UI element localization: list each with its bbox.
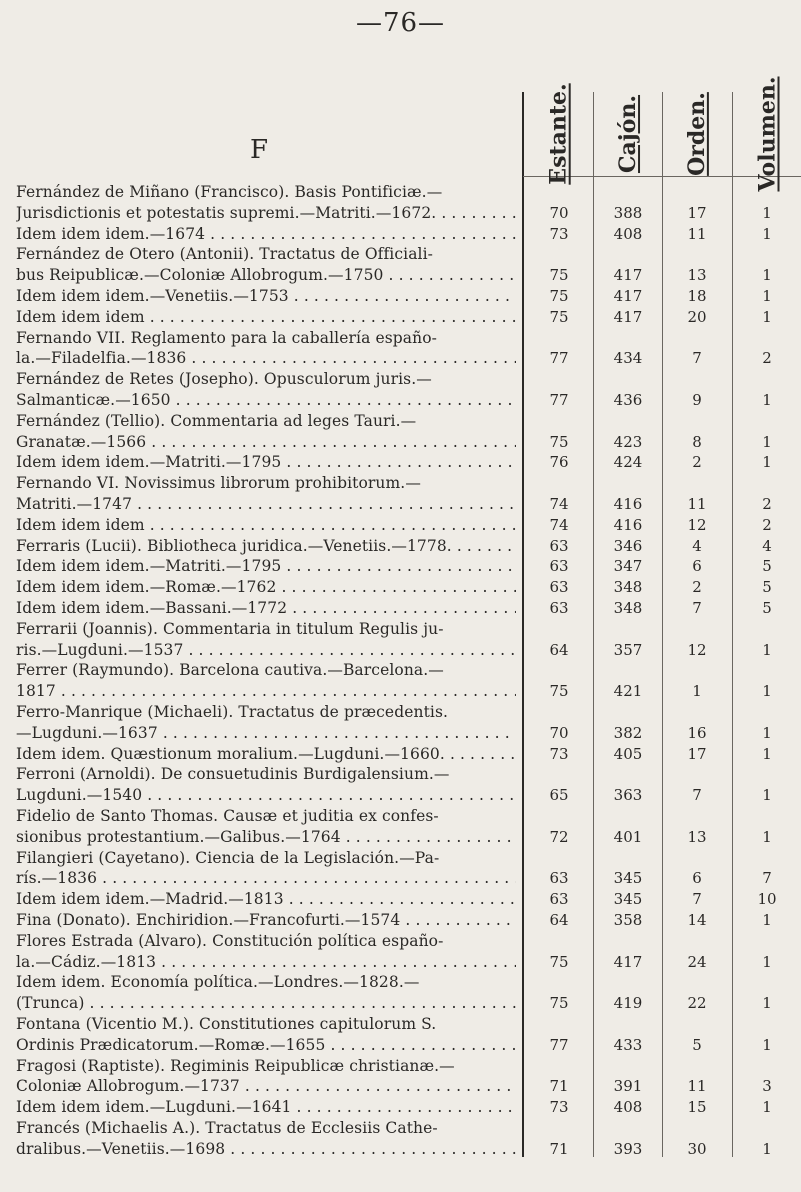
orden-value: 7 — [692, 349, 702, 368]
entry-line: sionibus protestantium.—Galibus.—1764 . . . — [16, 827, 516, 848]
list-item — [0, 660, 801, 702]
column-header-volumen: Volumen. — [754, 76, 781, 192]
list-item — [0, 598, 801, 619]
entry-text — [16, 764, 516, 806]
volumen-value: 1 — [762, 1035, 772, 1054]
orden-value: 13 — [687, 266, 707, 285]
orden-value: 15 — [687, 1098, 707, 1117]
entry-line: Filangieri (Cayetano). Ciencia de la Legislación.—Pa- — [16, 848, 440, 867]
volumen-value: 1 — [762, 203, 772, 222]
volumen-value: 1 — [762, 952, 772, 971]
estante-value: 73 — [549, 744, 569, 763]
volumen-value: 7 — [762, 869, 772, 888]
orden-value: 11 — [687, 494, 707, 513]
entry-line: —Lugduni.—1637 . . . — [16, 723, 516, 744]
column-header-orden: Orden. — [684, 92, 711, 176]
entry-line: Idem idem idem.—Bassani.—1772 . . . — [16, 598, 516, 619]
orden-value: 11 — [687, 1077, 707, 1096]
cajon-value: 388 — [613, 203, 643, 222]
cajon-value: 434 — [613, 349, 643, 368]
entry-text — [16, 1097, 516, 1118]
list-item — [0, 224, 801, 245]
list-item — [0, 910, 801, 931]
entry-line: Lugduni.—1540 . . . — [16, 785, 516, 806]
entry-text — [16, 369, 516, 411]
list-item — [0, 515, 801, 536]
estante-value: 75 — [549, 682, 569, 701]
orden-value: 7 — [692, 599, 702, 617]
cajon-value: 348 — [613, 578, 643, 597]
orden-value: 12 — [687, 640, 707, 659]
orden-value: 6 — [692, 869, 702, 888]
entry-text — [16, 473, 516, 515]
entry-line: ris.—Lugduni.—1537 . . . — [16, 640, 516, 661]
entry-text — [16, 702, 516, 744]
entry-line: rís.—1836 . . . — [16, 868, 516, 889]
list-item — [0, 889, 801, 910]
entry-line: Idem idem idem.—Lugduni.—1641 . . . — [16, 1097, 516, 1118]
list-item — [0, 619, 801, 661]
cajon-value: 347 — [613, 557, 643, 576]
entry-line: Fina (Donato). Enchiridion.—Francofurti.—1574 . . . — [16, 910, 516, 931]
entry-text — [16, 806, 516, 848]
entry-text — [16, 556, 516, 577]
volumen-value: 5 — [762, 578, 772, 597]
entry-line: Idem idem idem.—Matriti.—1795 . . . — [16, 556, 516, 577]
orden-value: 14 — [687, 911, 707, 929]
estante-value: 75 — [549, 952, 569, 971]
list-item — [0, 411, 801, 453]
cajon-value: 345 — [613, 890, 643, 909]
cajon-value: 424 — [613, 453, 643, 472]
cajon-value: 436 — [613, 390, 643, 409]
estante-value: 65 — [549, 786, 569, 805]
estante-value: 75 — [549, 307, 569, 326]
entry-line: Jurisdictionis et potestatis supremi.—Matriti.—1672. . . . . — [16, 203, 516, 224]
cajon-value: 345 — [613, 869, 643, 888]
entry-line: Ferrarii (Joannis). Commentaria in titulum Regulis ju- — [16, 619, 444, 638]
volumen-value: 1 — [762, 994, 772, 1013]
estante-value: 73 — [549, 224, 569, 243]
orden-value: 13 — [687, 827, 707, 846]
entry-line: bus Reipublicæ.—Coloniæ Allobrogum.—1750 . . . — [16, 265, 516, 286]
volumen-value: 5 — [762, 557, 772, 576]
entry-line: Coloniæ Allobrogum.—1737 . . . — [16, 1076, 516, 1097]
cajon-value: 382 — [613, 723, 643, 742]
entry-text — [16, 577, 516, 598]
orden-value: 4 — [692, 536, 702, 555]
orden-value: 11 — [687, 224, 707, 243]
list-item — [0, 1014, 801, 1056]
estante-value: 71 — [549, 1077, 569, 1096]
list-item — [0, 577, 801, 598]
entry-line: Ferraris (Lucii). Bibliotheca juridica.—Venetiis.—1778. . . . — [16, 536, 516, 557]
entry-line: Idem idem idem.—Venetiis.—1753 . . . — [16, 286, 516, 307]
cajon-value: 417 — [613, 287, 643, 305]
cajon-value: 419 — [613, 994, 643, 1013]
cajon-value: 358 — [613, 911, 643, 929]
orden-value: 6 — [692, 557, 702, 576]
orden-value: 8 — [692, 432, 702, 451]
volumen-value: 4 — [762, 536, 772, 555]
entry-line: Idem idem idem.—Madrid.—1813 . . . — [16, 889, 516, 910]
orden-value: 12 — [687, 515, 707, 534]
volumen-value: 1 — [762, 682, 772, 701]
orden-value: 16 — [687, 723, 707, 742]
entry-text — [16, 307, 516, 328]
volumen-value: 1 — [762, 287, 772, 305]
cajon-value: 423 — [613, 432, 643, 451]
list-item — [0, 473, 801, 515]
entry-text — [16, 244, 516, 286]
entry-line: Flores Estrada (Alvaro). Constitución política españo- — [16, 931, 444, 950]
cajon-value: 408 — [613, 1098, 643, 1117]
cajon-value: 363 — [613, 786, 643, 805]
orden-value: 30 — [687, 1139, 707, 1158]
entry-line: Idem idem idem.—Romæ.—1762 . . . — [16, 577, 516, 598]
list-item — [0, 1118, 801, 1160]
estante-value: 74 — [549, 515, 569, 534]
entry-line: Fernández de Otero (Antonii). Tractatus de Officiali- — [16, 245, 433, 264]
volumen-value: 1 — [762, 911, 772, 929]
orden-value: 2 — [692, 578, 702, 597]
estante-value: 74 — [549, 494, 569, 513]
entry-line: la.—Cádiz.—1813 . . . — [16, 952, 516, 973]
orden-value: 2 — [692, 453, 702, 472]
entry-line: Salmanticæ.—1650 . . . — [16, 390, 516, 411]
entry-line: 1817 . . . — [16, 681, 516, 702]
estante-value: 70 — [549, 203, 569, 222]
entry-line: Idem idem. Quæstionum moralium.—Lugduni.—1660. . . . . — [16, 744, 516, 765]
estante-value: 76 — [549, 453, 569, 472]
list-item — [0, 931, 801, 973]
volumen-value: 1 — [762, 266, 772, 285]
volumen-value: 1 — [762, 1139, 772, 1158]
page-number: —76— — [355, 8, 446, 38]
orden-value: 5 — [692, 1035, 702, 1054]
list-item — [0, 744, 801, 765]
entry-text — [16, 515, 516, 536]
entry-text — [16, 598, 516, 619]
entry-text — [16, 452, 516, 473]
estante-value: 63 — [549, 599, 569, 617]
volumen-value: 1 — [762, 224, 772, 243]
entry-line: Idem idem idem . . . — [16, 307, 516, 328]
estante-value: 63 — [549, 869, 569, 888]
list-item — [0, 452, 801, 473]
orden-value: 7 — [692, 890, 702, 909]
entry-text — [16, 660, 516, 702]
entry-line: Fontana (Vicentio M.). Constitutiones capitulorum S. — [16, 1015, 437, 1033]
entry-text — [16, 411, 516, 453]
volumen-value: 2 — [762, 515, 772, 534]
volumen-value: 2 — [762, 349, 772, 368]
entry-line: Fernando VI. Novissimus librorum prohibitorum.— — [16, 474, 421, 493]
cajon-value: 417 — [613, 952, 643, 971]
estante-value: 73 — [549, 1098, 569, 1117]
list-item — [0, 307, 801, 328]
entry-line: Ferro-Manrique (Michaeli). Tractatus de præcedentis. — [16, 703, 449, 721]
volumen-value: 1 — [762, 1098, 772, 1117]
entry-text — [16, 1014, 516, 1056]
estante-value: 75 — [549, 432, 569, 451]
entry-text — [16, 848, 516, 890]
entry-text — [16, 328, 516, 370]
estante-value: 63 — [549, 536, 569, 555]
entry-line: Fernández (Tellio). Commentaria ad leges Tauri.— — [16, 411, 417, 430]
estante-value: 71 — [549, 1139, 569, 1158]
entry-line: Matriti.—1747 . . . — [16, 494, 516, 515]
volumen-value: 1 — [762, 640, 772, 659]
cajon-value: 421 — [613, 682, 643, 701]
list-item — [0, 806, 801, 848]
entry-line: Idem idem. Economía política.—Londres.—1828.— — [16, 973, 420, 992]
estante-value: 75 — [549, 287, 569, 305]
cajon-value: 401 — [613, 827, 643, 846]
estante-value: 63 — [549, 890, 569, 909]
column-header-cajon: Cajón. — [615, 94, 641, 174]
entry-line: dralibus.—Venetiis.—1698 . . . — [16, 1139, 516, 1160]
volumen-value: 2 — [762, 494, 772, 513]
orden-value: 24 — [687, 952, 707, 971]
entry-text — [16, 286, 516, 307]
entry-line: Fernández de Miñano (Francisco). Basis Pontificiæ.— — [16, 183, 443, 201]
entry-line: Francés (Michaelis A.). Tractatus de Ecclesiis Cathe- — [16, 1119, 438, 1137]
entry-line: (Trunca) . . . — [16, 993, 516, 1014]
entry-line: Fidelio de Santo Thomas. Causæ et juditia ex confes- — [16, 807, 439, 825]
volumen-value: 1 — [762, 432, 772, 451]
estante-value: 63 — [549, 578, 569, 597]
cajon-value: 348 — [613, 599, 643, 617]
orden-value: 17 — [687, 744, 707, 763]
volumen-value: 5 — [762, 599, 772, 617]
orden-value: 9 — [692, 390, 702, 409]
cajon-value: 393 — [613, 1139, 643, 1158]
cajon-value: 417 — [613, 307, 643, 326]
column-header-estante: Estante. — [546, 83, 573, 185]
entry-line: Fernández de Retes (Josepho). Opusculorum juris.— — [16, 370, 432, 389]
entry-line: Fragosi (Raptiste). Regiminis Reipublicæ christianæ.— — [16, 1056, 455, 1075]
list-item — [0, 848, 801, 890]
list-item — [0, 556, 801, 577]
estante-value: 64 — [549, 640, 569, 659]
estante-value: 63 — [549, 557, 569, 576]
entry-line: Ferrer (Raymundo). Barcelona cautiva.—Barcelona.— — [16, 661, 444, 680]
entry-line: la.—Filadelfia.—1836 . . . — [16, 348, 516, 369]
estante-value: 72 — [549, 827, 569, 846]
entry-text — [16, 182, 516, 224]
cajon-value: 357 — [613, 640, 643, 659]
list-item — [0, 182, 801, 224]
entry-text — [16, 889, 516, 910]
entry-text — [16, 931, 516, 973]
cajon-value: 408 — [613, 224, 643, 243]
orden-value: 7 — [692, 786, 702, 805]
estante-value: 75 — [549, 266, 569, 285]
list-item — [0, 972, 801, 1014]
cajon-value: 346 — [613, 536, 643, 555]
list-item — [0, 1056, 801, 1098]
cajon-value: 416 — [613, 515, 643, 534]
entry-line: Ferroni (Arnoldi). De consuetudinis Burdigalensium.— — [16, 765, 450, 784]
volumen-value: 1 — [762, 453, 772, 472]
volumen-value: 3 — [762, 1077, 772, 1096]
orden-value: 17 — [687, 203, 707, 222]
section-letter: F — [250, 135, 269, 165]
orden-value: 22 — [687, 994, 707, 1013]
entry-text — [16, 972, 516, 1014]
entry-line: Idem idem idem . . . — [16, 515, 516, 536]
entry-line: Fernando VII. Reglamento para la caballería españo- — [16, 328, 437, 347]
cajon-value: 391 — [613, 1077, 643, 1096]
list-item — [0, 536, 801, 557]
list-item — [0, 369, 801, 411]
list-item — [0, 286, 801, 307]
entry-text — [16, 619, 516, 661]
entry-text — [16, 910, 516, 931]
list-item — [0, 764, 801, 806]
cajon-value: 405 — [613, 744, 643, 763]
volumen-value: 1 — [762, 827, 772, 846]
volumen-value: 10 — [757, 890, 777, 909]
volumen-value: 1 — [762, 744, 772, 763]
orden-value: 1 — [692, 682, 702, 701]
estante-value: 77 — [549, 349, 569, 368]
entry-line: Granatæ.—1566 . . . — [16, 432, 516, 453]
estante-value: 77 — [549, 1035, 569, 1054]
entry-text — [16, 744, 516, 765]
estante-value: 77 — [549, 390, 569, 409]
cajon-value: 433 — [613, 1035, 643, 1054]
cajon-value: 416 — [613, 494, 643, 513]
volumen-value: 1 — [762, 390, 772, 409]
entry-text — [16, 224, 516, 245]
estante-value: 70 — [549, 723, 569, 742]
entry-text — [16, 1056, 516, 1098]
estante-value: 64 — [549, 911, 569, 929]
volumen-value: 1 — [762, 786, 772, 805]
orden-value: 20 — [687, 307, 707, 326]
list-item — [0, 702, 801, 744]
entry-line: Idem idem idem.—Matriti.—1795 . . . — [16, 452, 516, 473]
orden-value: 18 — [687, 287, 707, 305]
list-item — [0, 1097, 801, 1118]
list-item — [0, 244, 801, 286]
estante-value: 75 — [549, 994, 569, 1013]
entry-line: Idem idem idem.—1674 . . . — [16, 224, 516, 245]
volumen-value: 1 — [762, 723, 772, 742]
volumen-value: 1 — [762, 307, 772, 326]
entry-text — [16, 536, 516, 557]
entry-line: Ordinis Prædicatorum.—Romæ.—1655 . . . — [16, 1035, 516, 1056]
list-item — [0, 328, 801, 370]
entry-text — [16, 1118, 516, 1160]
cajon-value: 417 — [613, 266, 643, 285]
